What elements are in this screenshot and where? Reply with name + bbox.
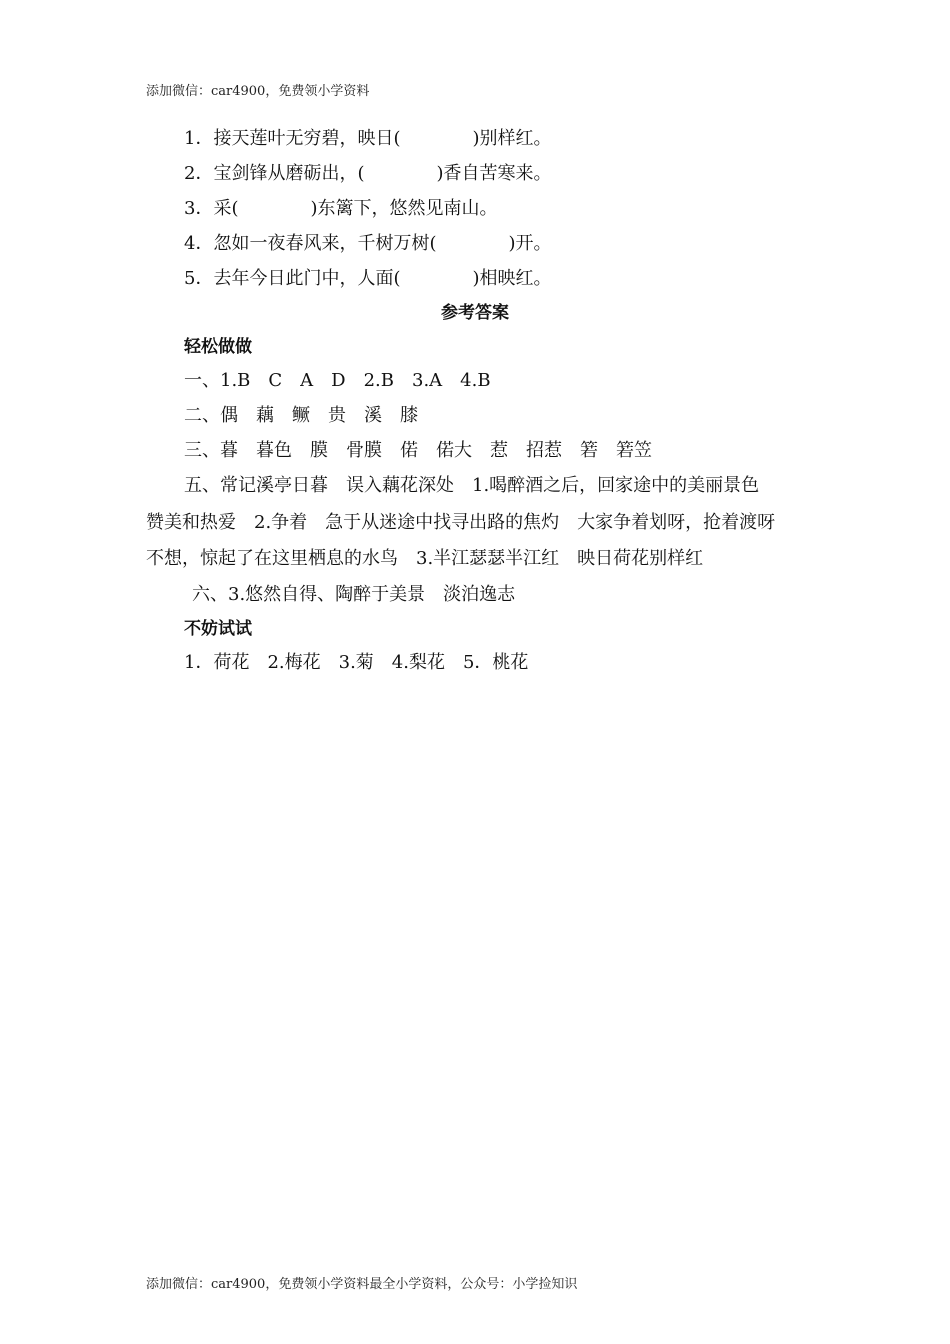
- answer-line-6: 六、3.悠然自得、陶醉于美景 淡泊逸志: [192, 584, 516, 605]
- answer-line-1: 一、1.B C A D 2.B 3.A 4.B: [184, 370, 491, 391]
- answer-para-5-line-2: 赞美和热爱 2.争着 急于从迷途中找寻出路的焦灼 大家争着划呀，抢着渡呀: [146, 512, 776, 533]
- question-2: 2．宝剑锋从磨砺出，( )香自苦寒来。: [184, 163, 552, 184]
- answer-para-5-line-1: 五、常记溪亭日暮 误入藕花深处 1.喝醉酒之后，回家途中的美丽景色: [184, 475, 760, 496]
- section-heading-try: 不妨试试: [184, 619, 252, 639]
- answer-para-5-line-3: 不想，惊起了在这里栖息的水鸟 3.半江瑟瑟半江红 映日荷花别样红: [146, 548, 704, 569]
- question-1: 1．接天莲叶无穷碧，映日( )别样红。: [184, 128, 552, 149]
- page-footer: 添加微信：car4900，免费领小学资料最全小学资料，公众号：小学捡知识: [146, 1277, 578, 1292]
- answer-line-try: 1．荷花 2.梅花 3.菊 4.梨花 5．桃花: [184, 652, 529, 673]
- question-4: 4．忽如一夜春风来，千树万树( )开。: [184, 233, 552, 254]
- section-heading-easy: 轻松做做: [184, 337, 252, 357]
- answers-title: 参考答案: [441, 303, 509, 323]
- answer-line-3: 三、暮 暮色 膜 骨膜 偌 偌大 惹 招惹 箬 箬笠: [184, 440, 652, 461]
- page-header: 添加微信：car4900，免费领小学资料: [146, 84, 370, 99]
- question-3: 3．采( )东篱下，悠然见南山。: [184, 198, 498, 219]
- answer-line-2: 二、偶 藕 鳜 贵 溪 膝: [184, 405, 418, 426]
- question-5: 5．去年今日此门中，人面( )相映红。: [184, 268, 552, 289]
